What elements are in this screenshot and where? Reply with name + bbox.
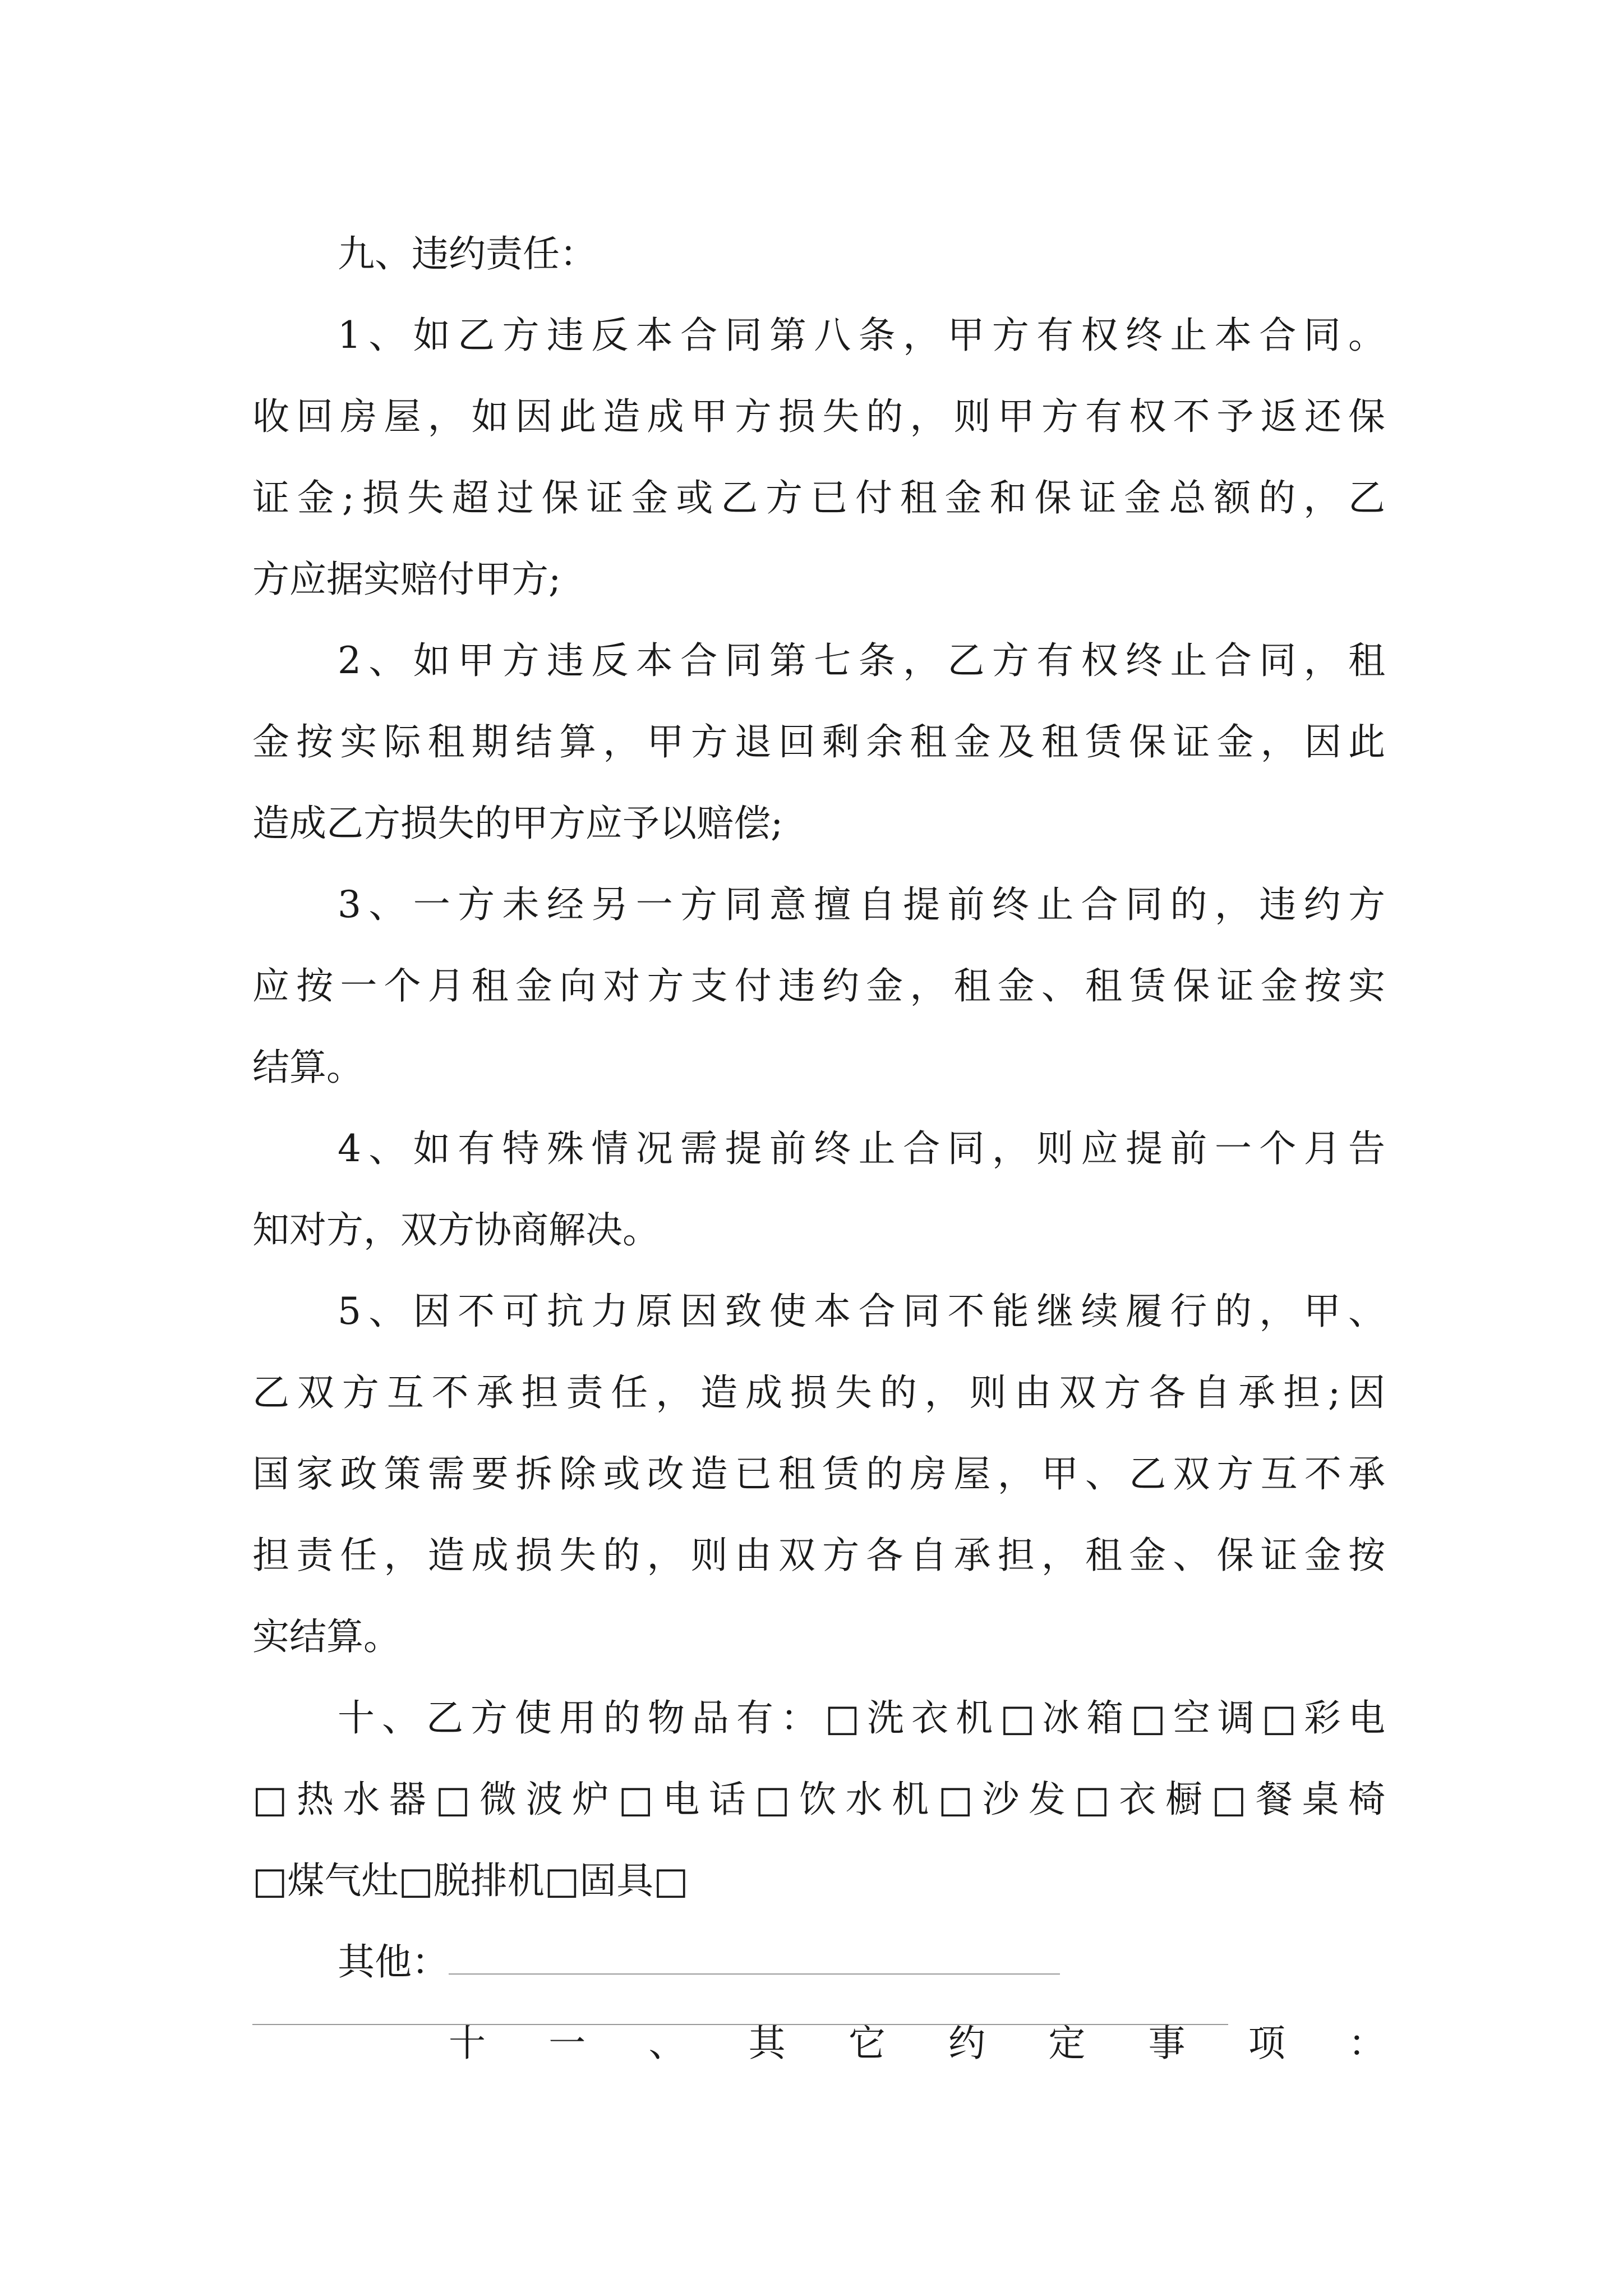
item-1-line-3: 证金;损失超过保证金或乙方已付租金和保证金总额的，乙	[252, 476, 1385, 519]
item-1-line-2: 收回房屋，如因此造成甲方损失的，则甲方有权不予返还保	[252, 395, 1385, 438]
section-11-title: 十一、其它约定事项：	[449, 2022, 1385, 2065]
item-2-line-2: 金按实际租期结算，甲方退回剩余租金及租赁保证金，因此	[252, 720, 1385, 763]
item-1-line-4: 方应据实赔付甲方;	[252, 558, 561, 601]
section-10-line-3: □煤气灶□脱排机□固具□	[252, 1859, 689, 1902]
other-row	[252, 1921, 1385, 2003]
item-5-line-2: 乙双方互不承担责任，造成损失的，则由双方各自承担;因	[252, 1371, 1385, 1414]
item-5-line-4: 担责任，造成损失的，则由双方各自承担，租金、保证金按	[252, 1534, 1385, 1577]
item-5-line-1: 5、因不可抗力原因致使本合同不能继续履行的，甲、	[338, 1290, 1385, 1333]
item-5-line-3: 国家政策需要拆除或改造已租赁的房屋，甲、乙双方互不承	[252, 1452, 1385, 1496]
section-10-line-1: 十、乙方使用的物品有：□洗衣机□冰箱□空调□彩电	[338, 1696, 1385, 1740]
item-4-line-2: 知对方，双方协商解决。	[252, 1208, 660, 1251]
document-page	[252, 213, 1385, 2084]
item-1-line-1: 1、如乙方违反本合同第八条，甲方有权终止本合同。	[338, 314, 1385, 357]
item-3-line-3: 结算。	[252, 1046, 363, 1089]
item-5-line-5: 实结算。	[252, 1615, 400, 1658]
item-2-line-1: 2、如甲方违反本合同第七条，乙方有权终止合同，租	[338, 639, 1385, 682]
other-blank-line[interactable]	[449, 1942, 1060, 1975]
item-4-line-1: 4、如有特殊情况需提前终止合同，则应提前一个月告	[338, 1127, 1385, 1170]
other-label: 其他：	[338, 1940, 449, 1984]
section-10-line-2: □热水器□微波炉□电话□饮水机□沙发□衣橱□餐桌椅	[252, 1778, 1385, 1821]
item-3-line-2: 应按一个月租金向对方支付违约金，租金、租赁保证金按实	[252, 964, 1385, 1007]
item-3-line-1: 3、一方未经另一方同意擅自提前终止合同的，违约方	[338, 883, 1385, 926]
item-2-line-3: 造成乙方损失的甲方应予以赔偿;	[252, 802, 783, 845]
section-11-blank-line[interactable]	[252, 2024, 1228, 2025]
section-9-title: 九、违约责任：	[338, 232, 597, 275]
